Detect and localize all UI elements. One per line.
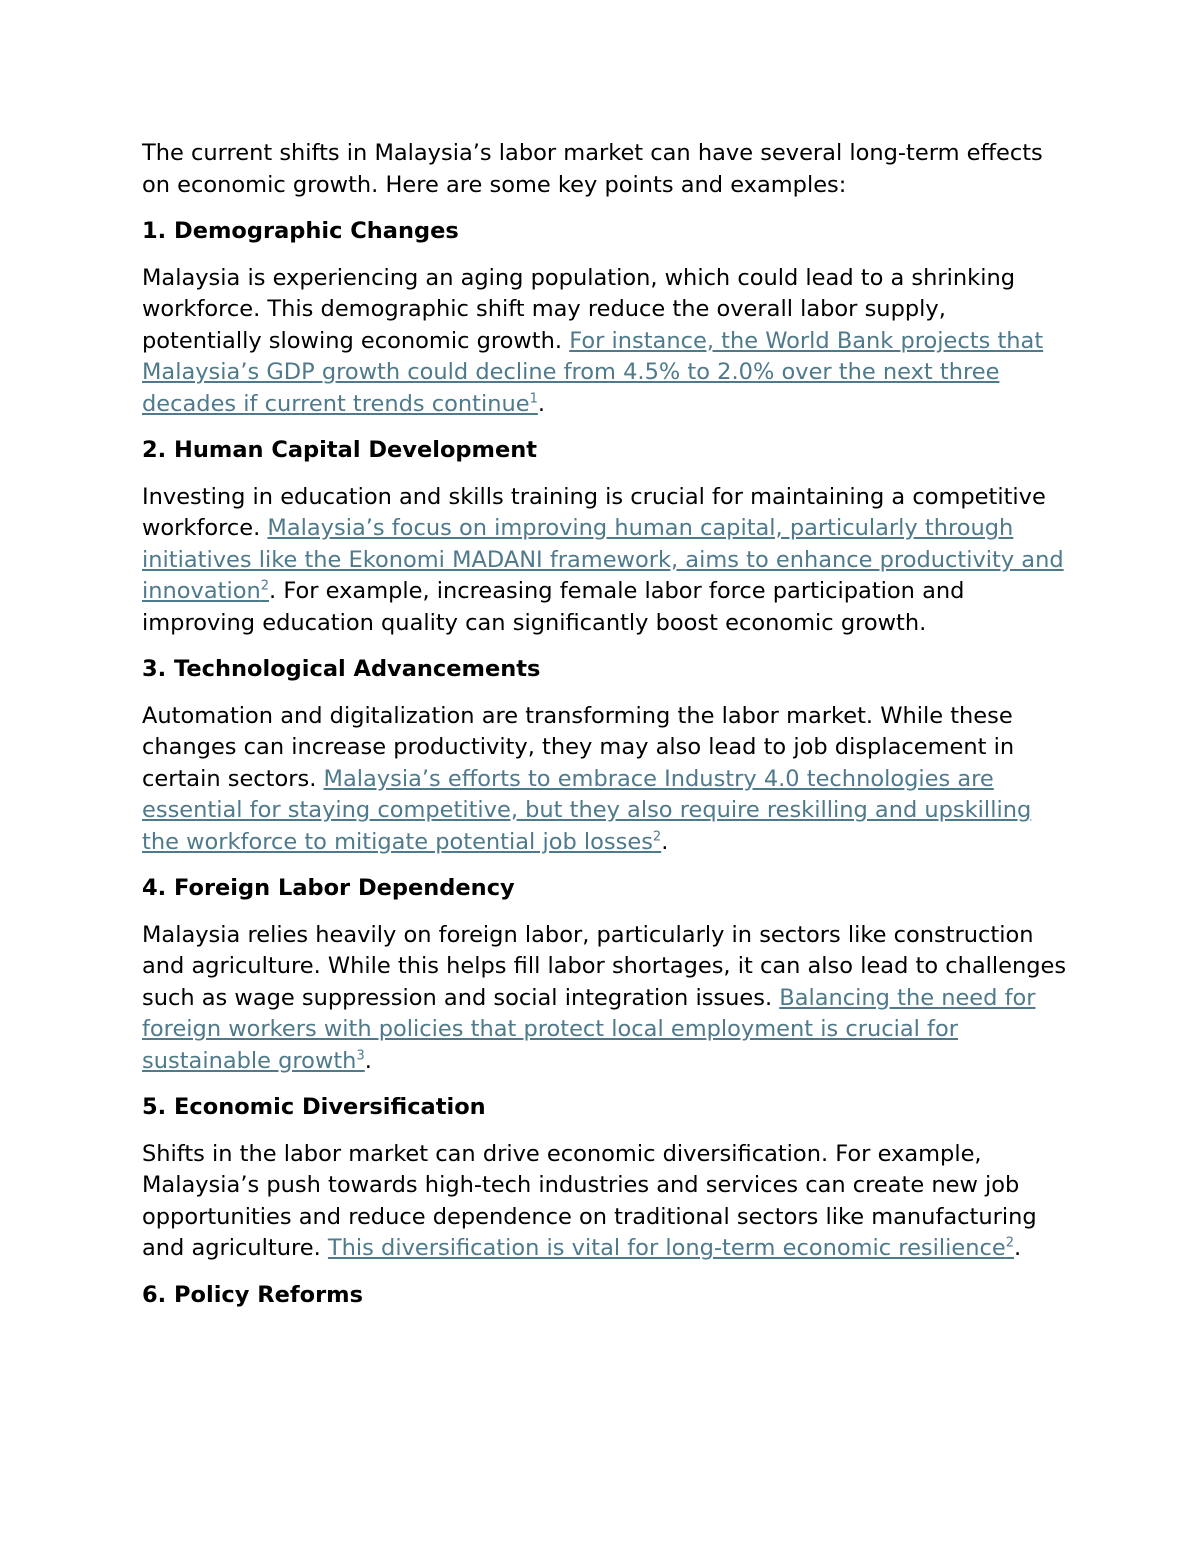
section-paragraph: [142, 701, 1072, 859]
citation-link[interactable]: [328, 1235, 1014, 1261]
paragraph-text: Shifts in the labor market can drive economic diversification. For example, Malaysia’s push towards high-tech industries and services can create new job opportunities and reduce dependence on traditional sectors like manufacturing and agriculture.: [142, 1140, 1037, 1261]
paragraph-text: Malaysia is experiencing an aging population, which could lead to a shrinking workforce. This demographic shift may reduce the overall labor supply, potentially slowing economic growth.: [142, 264, 1015, 354]
section-paragraph: [142, 1139, 1072, 1265]
paragraph-text-after: .: [364, 1047, 372, 1074]
intro-paragraph: The current shifts in Malaysia’s labor market can have several long-term effects on economic growth. Here are some key points and examples:: [142, 140, 1043, 198]
section-paragraph: [142, 920, 1072, 1078]
paragraph-text-after: . For example, increasing female labor force participation and improving education quality can significantly boost economic growth.: [142, 578, 965, 636]
section-policy-reforms: [142, 1280, 1072, 1312]
reference-number: 3: [356, 1048, 365, 1063]
section-heading: 4. Foreign Labor Dependency: [142, 875, 515, 901]
section-paragraph: [142, 263, 1072, 421]
reference-number: 2: [1005, 1235, 1014, 1251]
section-heading: 3. Technological Advancements: [142, 656, 541, 682]
reference-number: 1: [529, 391, 538, 406]
document-page: [142, 138, 1072, 1326]
paragraph-text-after: .: [1013, 1235, 1022, 1261]
section-human-capital: [142, 435, 1072, 639]
paragraph-text-after: .: [661, 828, 669, 855]
citation-link-text: For instance, the World Bank projects that Malaysia’s GDP growth could decline from 4.5% to 2.0% over the next three decades if current trends continue: [142, 327, 1044, 417]
citation-link-text: Balancing the need for foreign workers with policies that protect local employment is crucial for sustainable growth: [142, 984, 1036, 1074]
section-technological-advancements: [142, 654, 1072, 858]
reference-number: 2: [652, 829, 662, 844]
paragraph-text: Automation and digitalization are transforming the labor market. While these changes can increase productivity, they may also lead to job displacement in certain sectors.: [142, 702, 1015, 792]
citation-link-text: Malaysia’s focus on improving human capital, particularly through initiatives like the Ekonomi MADANI framework, aims to enhance productivity and innovation: [142, 515, 1064, 604]
section-economic-diversification: [142, 1092, 1072, 1265]
section-heading: 2. Human Capital Development: [142, 437, 537, 463]
citation-link-text: Malaysia’s efforts to embrace Industry 4.0 technologies are essential for staying competitive, but they also require reskilling and upskilling the workforce to mitigate potential job losses: [142, 765, 1032, 855]
citation-link-text: This diversification is vital for long-term economic resilience: [327, 1235, 1006, 1261]
reference-number: 2: [260, 578, 270, 594]
section-heading: 6. Policy Reforms: [142, 1281, 364, 1308]
paragraph-text: Malaysia relies heavily on foreign labor, particularly in sectors like construction and agriculture. While this helps fill labor shortages, it can also lead to challenges such as wage suppression and social integration issues.: [142, 921, 1067, 1011]
section-foreign-labor: [142, 873, 1072, 1077]
section-heading: 5. Economic Diversification: [142, 1094, 486, 1120]
section-demographic-changes: [142, 216, 1072, 420]
section-heading: 1. Demographic Changes: [142, 218, 459, 244]
paragraph-text: Investing in education and skills training is crucial for maintaining a competitive workforce.: [142, 483, 1046, 541]
paragraph-text-after: .: [537, 390, 546, 417]
section-paragraph: [142, 482, 1072, 640]
